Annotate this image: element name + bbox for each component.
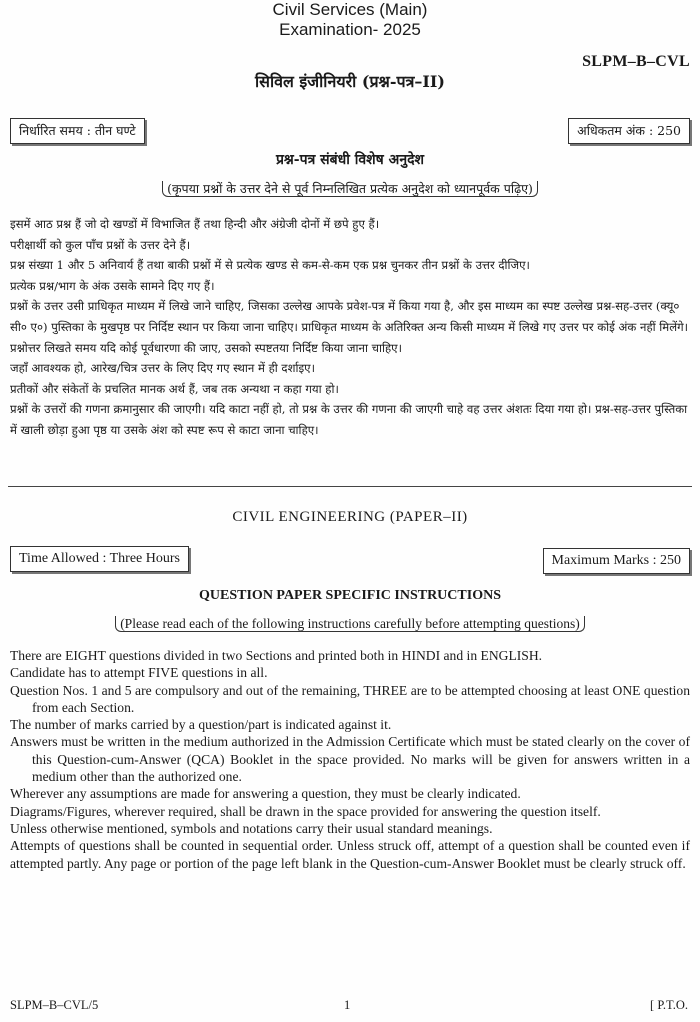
english-instruction: Wherever any assumptions are made for answering a question, they must be clearly indicated. (10, 786, 521, 802)
paper-code: SLPM–B–CVL (582, 53, 690, 70)
hindi-instructions-heading: प्रश्न-पत्र संबंधी विशेष अनुदेश (275, 152, 425, 168)
english-instruction: Attempts of questions shall be counted in sequential order. Unless struck off, attempt of a question shall be counted even if attempted partly. Any page or portion of the page left blank in the Question-cum-Answer Booklet must be clearly struck off. (10, 838, 690, 871)
english-marks-box: Maximum Marks : 250 (543, 548, 691, 574)
english-time-box: Time Allowed : Three Hours (10, 546, 189, 572)
hindi-note (0, 180, 700, 197)
exam-header (0, 0, 700, 40)
hindi-marks-box: अधिकतम अंक : 250 (568, 118, 690, 144)
english-note-text: (Please read each of the following instructions carefully before attempting questions) (115, 616, 585, 632)
exam-name: Civil Services (Main) (272, 0, 428, 19)
english-instruction: There are EIGHT questions divided in two Sections and printed both in HINDI and in ENGLISH. (10, 648, 543, 663)
english-instruction: Candidate has to attempt FIVE questions in all. (10, 665, 268, 681)
english-instruction: Unless otherwise mentioned, symbols and notations carry their usual standard meanings. (10, 820, 493, 836)
hindi-time-box: निर्धारित समय : तीन घण्टे (10, 118, 145, 144)
english-instruction: Question Nos. 1 and 5 are compulsory and out of the remaining, THREE are to be attempted choosing at least ONE question from each Section. (10, 682, 690, 715)
section-divider (8, 486, 692, 487)
hindi-instruction: प्रत्येक प्रश्न/भाग के अंक उसके सामने दिए गए हैं। (10, 278, 215, 293)
english-paper-title: CIVIL ENGINEERING (PAPER–II) (232, 509, 468, 525)
hindi-instruction: जहाँ आवश्यक हो, आरेख/चित्र उत्तर के लिए दिए गए स्थान में ही दर्शाइए। (10, 361, 315, 376)
english-instruction: The number of marks carried by a question/part is indicated against it. (10, 717, 392, 733)
english-note (0, 616, 700, 632)
hindi-note-text: (कृपया प्रश्नों के उत्तर देने से पूर्व निम्नलिखित प्रत्येक अनुदेश को ध्यानपूर्वक पढ़िए) (162, 181, 538, 197)
hindi-instruction: प्रश्नोत्तर लिखते समय यदि कोई पूर्वधारणा की जाए, उसको स्पष्टतया निर्दिष्ट किया जाना चाहिए। (10, 340, 402, 355)
hindi-instructions (10, 214, 694, 441)
english-instruction: Diagrams/Figures, wherever required, shall be drawn in the space provided for answering the question itself. (10, 803, 601, 819)
hindi-paper-title: सिविल इंजीनियरी (प्रश्न-पत्र–II) (255, 72, 445, 91)
hindi-instruction: प्रश्न संख्या 1 और 5 अनिवार्य हैं तथा बाकी प्रश्नों में से प्रत्येक खण्ड से कम-से-कम एक प्रश्न चुनकर तीन प्रश्नों के उत्तर दीजिए। (10, 258, 530, 273)
pto-label: [ P.T.O. (650, 998, 688, 1012)
footer-code: SLPM–B–CVL/5 (10, 998, 99, 1012)
english-instructions (10, 647, 690, 872)
exam-year: Examination- 2025 (279, 20, 421, 39)
page-number: 1 (344, 998, 351, 1012)
hindi-instruction: परीक्षार्थी को कुल पाँच प्रश्नों के उत्तर देने हैं। (10, 237, 191, 252)
hindi-instruction: इसमें आठ प्रश्न हैं जो दो खण्डों में विभाजित हैं तथा हिन्दी और अंग्रेजी दोनों में छपे हुए हैं। (10, 217, 380, 231)
hindi-instruction: प्रश्नों के उत्तरों की गणना क्रमानुसार की जाएगी। यदि काटा नहीं हो, तो प्रश्न के उत्तर की गणना की जाएगी चाहे वह उत्तर अंशतः दिया गया हो। प्रश्न-सह-उत्तर पुस्तिका में खाली छोड़ा हुआ पृष्ठ या उसके अंश को स्पष्ट रूप से काटा जाना चाहिए। (10, 402, 688, 437)
english-instruction: Answers must be written in the medium authorized in the Admission Certificate which must be stated clearly on the cover of this Question-cum-Answer (QCA) Booklet in the space provided. No marks will be given for answers written in a medium other than the authorized one. (10, 734, 690, 785)
hindi-instruction: प्रतीकों और संकेतों के प्रचलित मानक अर्थ हैं, जब तक अन्यथा न कहा गया हो। (10, 381, 339, 396)
hindi-instruction: प्रश्नों के उत्तर उसी प्राधिकृत माध्यम में लिखे जाने चाहिए, जिसका उल्लेख आपके प्रवेश-पत्र में किया गया है, और इस माध्यम का स्पष्ट उल्लेख प्रश्न-सह-उत्तर (क्यू० सी० ए०) पुस्तिका के मुखपृष्ठ पर निर्दिष्ट स्थान पर किया जाना चाहिए। प्राधिकृत माध्यम के अतिरिक्त अन्य किसी माध्यम में लिखे गए उत्तर पर कोई अंक नहीं मिलेंगे। (10, 299, 689, 334)
english-instructions-heading: QUESTION PAPER SPECIFIC INSTRUCTIONS (199, 588, 501, 603)
